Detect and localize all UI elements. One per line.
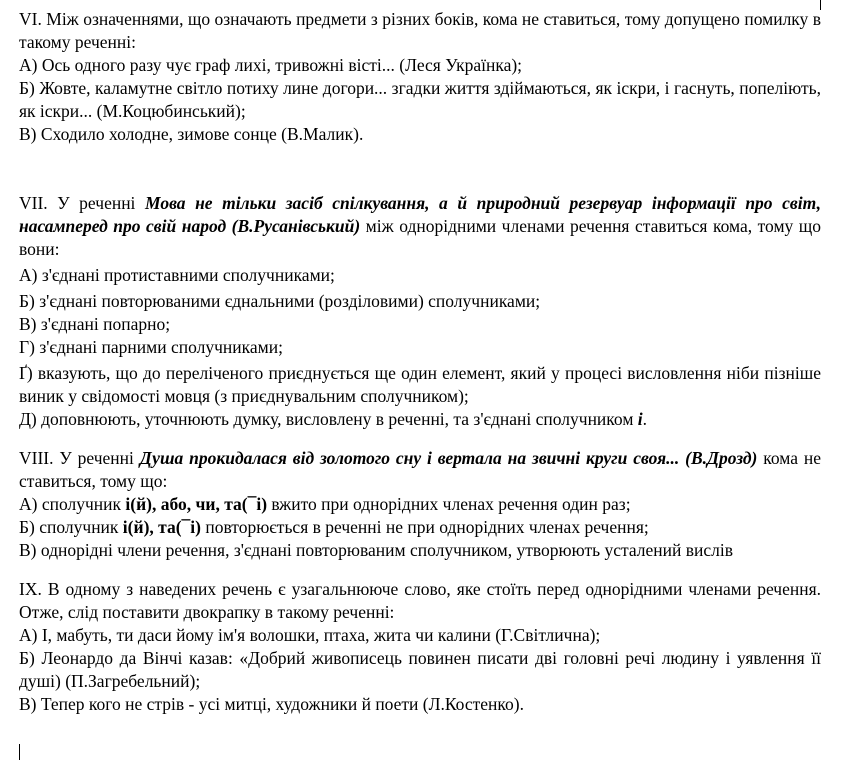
section-spacer: [19, 146, 821, 192]
question-7: [19, 192, 821, 431]
text-cursor-bottom: [19, 744, 20, 760]
document-page: [19, 8, 821, 716]
question-7-option-b: Б) з'єднані повторюваними єднальними (розділовими) сполучниками;: [19, 291, 541, 311]
section-spacer: [19, 431, 821, 447]
question-7-intro: [19, 192, 821, 261]
question-7-lead: VII. У реченні: [19, 193, 145, 213]
question-8-lead: VIII. У реченні: [19, 448, 140, 468]
section-spacer: [19, 562, 821, 578]
question-8-quote: Душа прокидалася від золотого сну і вертала на звичні круги своя... (В.Дрозд): [139, 448, 758, 468]
question-8-option-a: [19, 493, 821, 516]
question-9-intro: ІХ. В одному з наведених речень є узагальнююче слово, яке стоїть перед однорідними членами речення. Отже, слід поставити двокрапку в такому реченні:: [19, 579, 821, 622]
question-9: [19, 578, 821, 716]
question-6-option-a: А) Ось одного разу чує граф лихі, тривожні вісті... (Леся Українка);: [19, 55, 523, 75]
question-6-option-c: В) Сходило холодне, зимове сонце (В.Малик).: [19, 124, 364, 144]
question-6-option-b: Б) Жовте, каламутне світло потиху лине догори... згадки життя здіймаються, як іскри, і гаснуть, попеліють, як іскри... (М.Коцюбинський);: [19, 78, 821, 121]
question-8-option-a-conjunction: і(й), або, чи, та(¯і): [125, 494, 268, 514]
question-8-option-a-post: вжито при однорідних членах речення один раз;: [267, 494, 631, 514]
question-8-option-b-conjunction: і(й), та(¯і): [122, 517, 201, 537]
question-8: [19, 447, 821, 562]
question-8-option-b: [19, 516, 821, 539]
question-7-option-c: В) з'єднані попарно;: [19, 314, 171, 334]
question-7-tail: між однорідними членами речення ставиться кома, тому що вони:: [19, 216, 822, 259]
question-7-option-f-conjunction: і: [637, 409, 643, 429]
question-9-option-c: В) Тепер кого не стрів - усі митці, художники й поети (Л.Костенко).: [19, 694, 524, 714]
question-7-option-f: [19, 408, 821, 431]
question-9-option-a: А) І, мабуть, ти даси йому ім'я волошки, птаха, жита чи калини (Г.Світлична);: [19, 625, 601, 645]
question-7-option-a: А) з'єднані протиставними сполучниками;: [19, 265, 335, 285]
question-7-option-d: Г) з'єднані парними сполучниками;: [19, 337, 283, 357]
question-8-intro: [19, 447, 821, 493]
question-8-option-a-pre: А) сполучник: [19, 494, 126, 514]
question-9-option-b: Б) Леонардо да Вінчі казав: «Добрий живописець повинен писати дві головні речі людину і уявлення її душі) (П.Загребельний);: [19, 648, 821, 691]
question-7-option-f-text: Д) доповнюють, уточнюють думку, висловлену в реченні, та з'єднані сполучником: [19, 409, 638, 429]
question-7-quote: Мова не тільки засіб спілкування, а й природний резервуар інформації про світ, насамперед про свій народ (В.Русанівський): [19, 193, 821, 236]
question-8-option-b-post: повторюється в реченні не при однорідних членах речення;: [200, 517, 649, 537]
question-8-option-c: В) однорідні члени речення, з'єднані повторюваним сполучником, утворюють усталений вислів: [19, 540, 733, 560]
question-8-option-b-pre: Б) сполучник: [19, 517, 123, 537]
question-7-option-e: Ґ) вказують, що до переліченого приєднується ще один елемент, який у процесі висловлення ніби пізніше виник у свідомості мовця (з приєднувальним сполучником);: [19, 363, 821, 406]
question-6: [19, 8, 821, 146]
question-8-tail: кома не ставиться, тому що:: [19, 448, 821, 491]
question-7-option-f-end: .: [642, 409, 648, 429]
question-6-intro: VI. Між означеннями, що означають предмети з різних боків, кома не ставиться, тому допущено помилку в такому реченні:: [19, 9, 821, 52]
